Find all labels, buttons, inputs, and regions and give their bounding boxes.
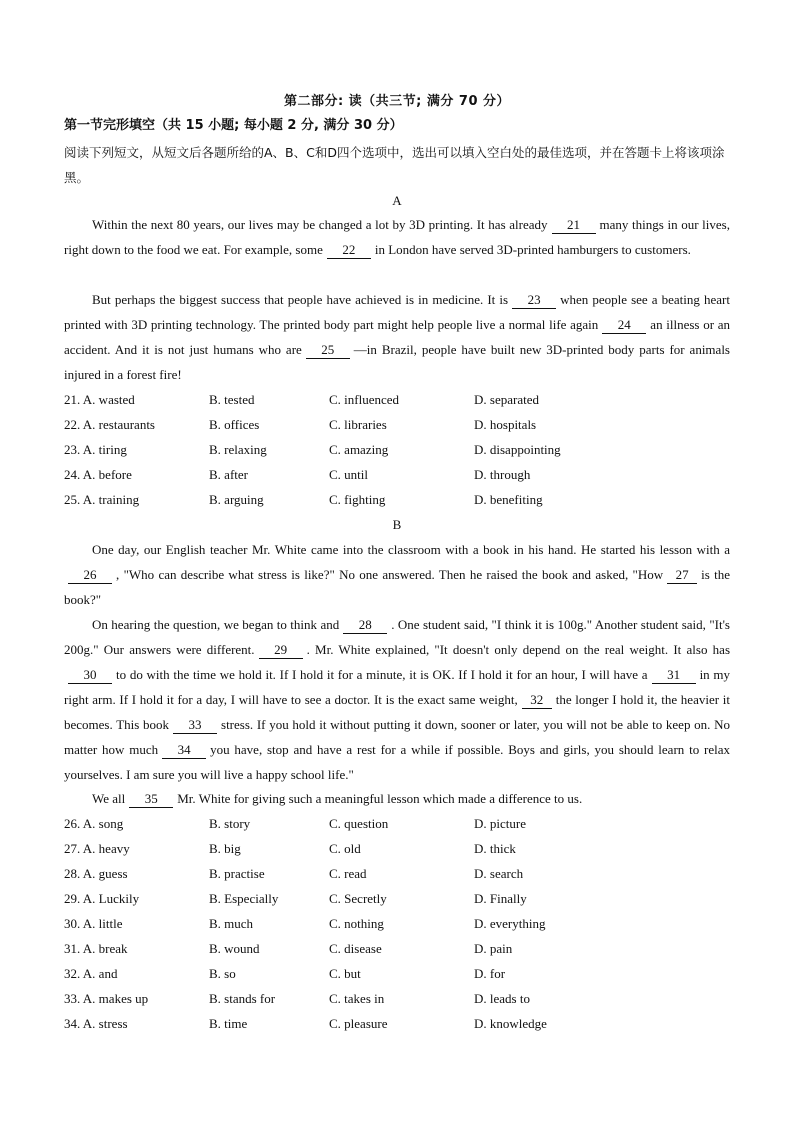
option-d: D. benefiting (474, 492, 543, 507)
option-b: B. so (209, 966, 236, 981)
passage-a-label: A (392, 193, 402, 208)
option-a: A. wasted (82, 392, 135, 407)
text: But perhaps the biggest success that people have achieved is in medicine. It is (92, 292, 509, 307)
option-b: B. arguing (209, 492, 264, 507)
blank-31: 31 (652, 667, 696, 684)
option-d: D. hospitals (474, 417, 537, 432)
blank-24: 24 (602, 317, 646, 334)
option-d: D. separated (474, 392, 539, 407)
option-a: A. stress (82, 1016, 128, 1031)
option-c: C. libraries (329, 417, 387, 432)
option-c: C. old (329, 841, 361, 856)
option-b: B. story (209, 816, 251, 831)
option-a: A. and (82, 966, 118, 981)
num: 30. (64, 916, 81, 931)
option-d: D. everything (474, 916, 546, 931)
text: . One student said, "I think it is 100g." Another student said, "It's 200g." Our answers were different. (64, 617, 730, 657)
option-a: A. tiring (82, 442, 127, 457)
blank-28: 28 (343, 617, 387, 634)
blank-23: 23 (512, 292, 556, 309)
option-c: C. fighting (329, 492, 386, 507)
num: 32. (64, 966, 81, 981)
option-a: A. before (82, 467, 132, 482)
question-number (64, 487, 139, 512)
question-34-options (64, 1011, 730, 1036)
text: One day, our English teacher Mr. White came into the classroom with a book in his hand. He started his lesson with a (92, 542, 730, 557)
option-a: A. break (82, 941, 128, 956)
blank-29: 29 (259, 642, 303, 659)
text: an illness or an accident. And it is not just humans who are (64, 317, 730, 357)
option-a: A. song (82, 816, 124, 831)
blank-21: 21 (552, 217, 596, 234)
passage-a-paragraph-1 (64, 212, 730, 262)
question-number (64, 412, 155, 437)
question-number (64, 861, 128, 886)
blank-32: 32 (522, 692, 552, 709)
text: —in Brazil, people have built new 3D-printed body parts for animals injured in a forest fire! (64, 342, 730, 382)
option-b: B. time (209, 1016, 248, 1031)
text: you have, stop and have a rest for a while if possible. Boys and girls, you should learn to relax yourselves. I am sure you will live a happy school life." (64, 742, 730, 782)
text: We all (92, 791, 126, 806)
option-b: B. relaxing (209, 442, 267, 457)
blank-25: 25 (306, 342, 350, 359)
option-d: D. through (474, 467, 531, 482)
question-number (64, 911, 123, 936)
text: On hearing the question, we began to think and (92, 617, 340, 632)
option-c: C. amazing (329, 442, 389, 457)
question-number (64, 836, 130, 861)
option-b: B. after (209, 467, 248, 482)
text: Mr. White for giving such a meaningful lesson which made a difference to us. (177, 791, 583, 806)
question-21-options (64, 387, 730, 412)
option-b: B. tested (209, 392, 255, 407)
option-d: D. Finally (474, 891, 527, 906)
option-c: C. question (329, 816, 389, 831)
question-number (64, 437, 127, 462)
question-30-options (64, 911, 730, 936)
question-number (64, 811, 123, 836)
option-c: C. pleasure (329, 1016, 388, 1031)
text: in London have served 3D-printed hamburgers to customers. (374, 242, 691, 257)
text: stress. If you hold it without putting it down, sooner or later, you will not be able to keep on. No matter how much (64, 717, 730, 757)
blank-22: 22 (327, 242, 371, 259)
option-a: A. heavy (82, 841, 130, 856)
question-number (64, 961, 117, 986)
question-25-options (64, 487, 730, 512)
passage-a-paragraph-2 (64, 287, 730, 387)
blank-34: 34 (162, 742, 206, 759)
num: 21. (64, 392, 81, 407)
option-c: C. influenced (329, 392, 400, 407)
part-title: 第二部分: 读（共三节; 满分 70 分） (283, 94, 511, 109)
option-b: B. much (209, 916, 254, 931)
option-d: D. pain (474, 941, 513, 956)
option-d: D. picture (474, 816, 526, 831)
num: 33. (64, 991, 81, 1006)
option-a: A. makes up (82, 991, 149, 1006)
text: , "Who can describe what stress is like?" No one answered. Then he raised the book and asked, "How (116, 567, 664, 582)
option-d: D. for (474, 966, 506, 981)
option-c: C. until (329, 467, 369, 482)
passage-b-paragraph-3 (64, 786, 730, 811)
passage-b-paragraph-1 (64, 537, 730, 612)
option-c: C. disease (329, 941, 382, 956)
text: to do with the time we hold it. If I hold it for a minute, it is OK. If I hold it for an hour, I will have a (116, 667, 648, 682)
passage-b-label: B (392, 517, 402, 532)
num: 23. (64, 442, 81, 457)
option-a: A. Luckily (82, 891, 140, 906)
option-c: C. nothing (329, 916, 384, 931)
blank-26: 26 (68, 567, 112, 584)
option-c: C. Secretly (329, 891, 387, 906)
section-title: 第一节完形填空（共 15 小题; 每小题 2 分, 满分 30 分） (64, 118, 403, 133)
option-b: B. stands for (209, 991, 276, 1006)
option-d: D. leads to (474, 991, 530, 1006)
question-number (64, 387, 135, 412)
option-b: B. practise (209, 866, 265, 881)
option-a: A. guess (82, 866, 128, 881)
option-a: A. training (82, 492, 140, 507)
num: 24. (64, 467, 81, 482)
option-d: D. knowledge (474, 1016, 547, 1031)
option-d: D. thick (474, 841, 516, 856)
option-b: B. offices (209, 417, 260, 432)
question-32-options (64, 961, 730, 986)
option-b: B. Especially (209, 891, 279, 906)
num: 31. (64, 941, 81, 956)
num: 26. (64, 816, 81, 831)
option-c: C. but (329, 966, 361, 981)
option-c: C. takes in (329, 991, 385, 1006)
question-number (64, 986, 148, 1011)
num: 27. (64, 841, 81, 856)
text: is the book?" (64, 567, 730, 607)
num: 22. (64, 417, 81, 432)
question-number (64, 1011, 128, 1036)
option-b: B. wound (209, 941, 260, 956)
question-28-options (64, 861, 730, 886)
question-number (64, 462, 132, 487)
passage-b-paragraph-2 (64, 612, 730, 787)
num: 29. (64, 891, 81, 906)
blank-33: 33 (173, 717, 217, 734)
text: when people see a beating heart printed with 3D printing technology. The printed body part might help people live a normal life again (64, 292, 730, 332)
text: in my right arm. If I hold it for a day, I will have to see a doctor. It is the exact same weight, (64, 667, 730, 707)
text: . Mr. White explained, "It doesn't only depend on the real weight. It also has (306, 642, 730, 657)
question-33-options (64, 986, 730, 1011)
option-a: A. little (82, 916, 123, 931)
option-a: A. restaurants (82, 417, 155, 432)
option-d: D. search (474, 866, 524, 881)
blank-35: 35 (129, 791, 173, 808)
option-d: D. disappointing (474, 442, 561, 457)
num: 28. (64, 866, 81, 881)
question-number (64, 936, 128, 961)
question-22-options (64, 412, 730, 437)
instructions: 阅读下列短文，从短文后各题所给的A、B、C和D四个选项中，选出可以填入空白处的最佳选项，并在答题卡上将该项涂黑。 (64, 145, 725, 185)
text: many things in our lives, right down to the food we eat. For example, some (64, 217, 730, 257)
num: 34. (64, 1016, 81, 1031)
option-b: B. big (209, 841, 241, 856)
blank-27: 27 (667, 567, 697, 584)
question-24-options (64, 462, 730, 487)
question-26-options (64, 811, 730, 836)
num: 25. (64, 492, 81, 507)
text: Within the next 80 years, our lives may be changed a lot by 3D printing. It has already (92, 217, 548, 232)
question-29-options (64, 886, 730, 911)
question-27-options (64, 836, 730, 861)
question-number (64, 886, 139, 911)
question-23-options (64, 437, 730, 462)
question-31-options (64, 936, 730, 961)
blank-30: 30 (68, 667, 112, 684)
option-c: C. read (329, 866, 367, 881)
text: the longer I hold it, the heavier it becomes. This book (64, 692, 730, 732)
